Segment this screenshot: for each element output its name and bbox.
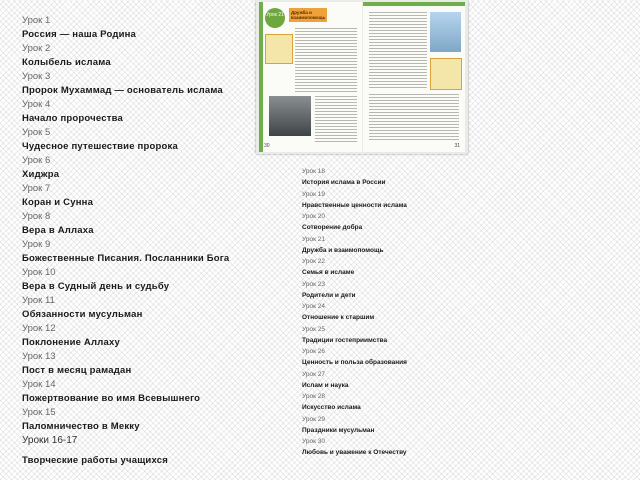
lesson-list-left: [22, 16, 252, 470]
lesson-title: Ценность и польза образования: [302, 359, 407, 366]
lesson-title: Хиджра: [22, 169, 60, 180]
lesson-item: [22, 268, 252, 296]
lesson-number: Урок 26: [302, 348, 325, 355]
lesson-title: Семья в исламе: [302, 269, 355, 276]
page-margin-stripe: [259, 2, 263, 152]
lesson-number: Урок 27: [302, 370, 325, 378]
lesson-item: [302, 348, 472, 371]
lesson-number: Урок 28: [302, 393, 325, 400]
lesson-title: Чудесное путешествие пророка: [22, 141, 178, 152]
lesson-title: Пророк Мухаммад — основатель ислама: [22, 85, 223, 96]
lesson-number: Урок 4: [22, 99, 51, 110]
lesson-item: [22, 240, 252, 268]
lesson-item: [302, 236, 472, 259]
page-header-stripe: [363, 2, 465, 6]
lesson-number: Урок 21: [302, 235, 325, 243]
lesson-number: Урок 5: [22, 127, 51, 138]
textbook-spread-image: [256, 0, 468, 154]
lesson-list-right: [302, 168, 472, 461]
lesson-title: Вера в Судный день и судьбу: [22, 281, 170, 292]
lesson-item: [22, 128, 252, 156]
lesson-number: Урок 18: [302, 168, 325, 175]
lesson-number: Урок 24: [302, 303, 325, 310]
lesson-title: Коран и Сунна: [22, 197, 94, 208]
lesson-title: История ислама в России: [302, 179, 386, 186]
lesson-title: Нравственные ценности ислама: [302, 201, 407, 209]
lesson-item: [22, 324, 252, 352]
lesson-title: Родители и дети: [302, 291, 356, 299]
lesson-title: Обязанности мусульман: [22, 309, 143, 320]
lesson-number: Урок 11: [22, 295, 55, 306]
lesson-title: Божественные Писания. Посланники Бога: [22, 253, 230, 264]
page-text: [295, 28, 357, 92]
lesson-number: Урок 2: [22, 43, 51, 54]
lesson-item: [22, 352, 252, 380]
lesson-number: Урок 9: [22, 239, 51, 250]
lesson-number: Урок 8: [22, 211, 51, 222]
book-page-right: [363, 2, 465, 152]
lesson-item: [302, 438, 472, 461]
lesson-title: Творческие работы учащихся: [22, 455, 168, 466]
lesson-title: Пожертвование во имя Всевышнего: [22, 393, 201, 404]
lesson-title: Любовь и уважение к Отечеству: [302, 449, 407, 456]
lesson-badge: Урок 21: [265, 8, 285, 28]
lesson-item: [22, 100, 252, 128]
note-box: [430, 58, 462, 90]
lesson-number: Урок 19: [302, 190, 325, 198]
lesson-number: Урок 1: [22, 15, 51, 26]
lesson-number: Уроки 16-17: [22, 435, 78, 446]
lesson-title: Начало пророчества: [22, 113, 123, 124]
lesson-title: Дружба и взаимопомощь: [302, 246, 384, 254]
page-number: 31: [454, 143, 460, 149]
lesson-title: Пост в месяц рамадан: [22, 365, 132, 376]
lesson-item: [302, 416, 472, 439]
lesson-number: Урок 12: [22, 323, 56, 334]
lesson-title: Паломничество в Мекку: [22, 421, 140, 432]
lesson-number: Урок 13: [22, 351, 56, 362]
page-text: [315, 96, 357, 142]
lesson-number: Урок 23: [302, 280, 325, 288]
lesson-title: Колыбель ислама: [22, 57, 111, 68]
lesson-number: Урок 29: [302, 415, 325, 423]
note-box: [265, 34, 293, 64]
lesson-number: Урок 7: [22, 183, 51, 194]
lesson-item: [22, 212, 252, 240]
lesson-number: Урок 30: [302, 438, 325, 445]
lesson-item: [302, 303, 472, 326]
lesson-number: Урок 25: [302, 325, 325, 333]
lesson-item: [302, 168, 472, 191]
lesson-item: [302, 258, 472, 281]
chapter-title: Дружба и взаимопомощь: [291, 10, 326, 20]
book-page-left: [259, 2, 362, 152]
lesson-number: Урок 6: [22, 155, 51, 166]
page-text: [369, 12, 427, 88]
lesson-number: Урок 22: [302, 258, 325, 265]
lesson-number: Урок 14: [22, 379, 56, 390]
lesson-title: Вера в Аллаха: [22, 225, 94, 236]
lesson-title: Праздники мусульман: [302, 426, 375, 434]
lesson-item: [22, 156, 252, 184]
photo-people: [269, 96, 311, 136]
page-text: [369, 94, 459, 140]
lesson-title: Поклонение Аллаху: [22, 337, 121, 348]
page-number: 30: [264, 143, 270, 149]
lesson-title: Искусство ислама: [302, 404, 361, 411]
lesson-item: [302, 326, 472, 349]
lesson-item: [22, 44, 252, 72]
lesson-item: [22, 408, 252, 436]
lesson-number: Урок 10: [22, 267, 56, 278]
lesson-item: [22, 296, 252, 324]
lesson-title: Традиции гостеприимства: [302, 336, 388, 344]
lesson-title: Отношение к старшим: [302, 314, 375, 321]
lesson-title: Ислам и наука: [302, 381, 349, 389]
lesson-item: [302, 281, 472, 304]
lesson-item: [22, 16, 252, 44]
lesson-item: [302, 371, 472, 394]
lesson-item: [22, 436, 252, 470]
lesson-item: [22, 184, 252, 212]
lesson-title: Сотворение добра: [302, 224, 363, 231]
lesson-number: Урок 3: [22, 71, 51, 82]
lesson-number: Урок 20: [302, 213, 325, 220]
lesson-item: [22, 380, 252, 408]
lesson-title: Россия — наша Родина: [22, 29, 137, 40]
lesson-number: Урок 15: [22, 407, 56, 418]
lesson-item: [22, 72, 252, 100]
lesson-item: [302, 393, 472, 416]
lesson-item: [302, 213, 472, 236]
lesson-item: [302, 191, 472, 214]
photo-mosque: [430, 12, 461, 52]
